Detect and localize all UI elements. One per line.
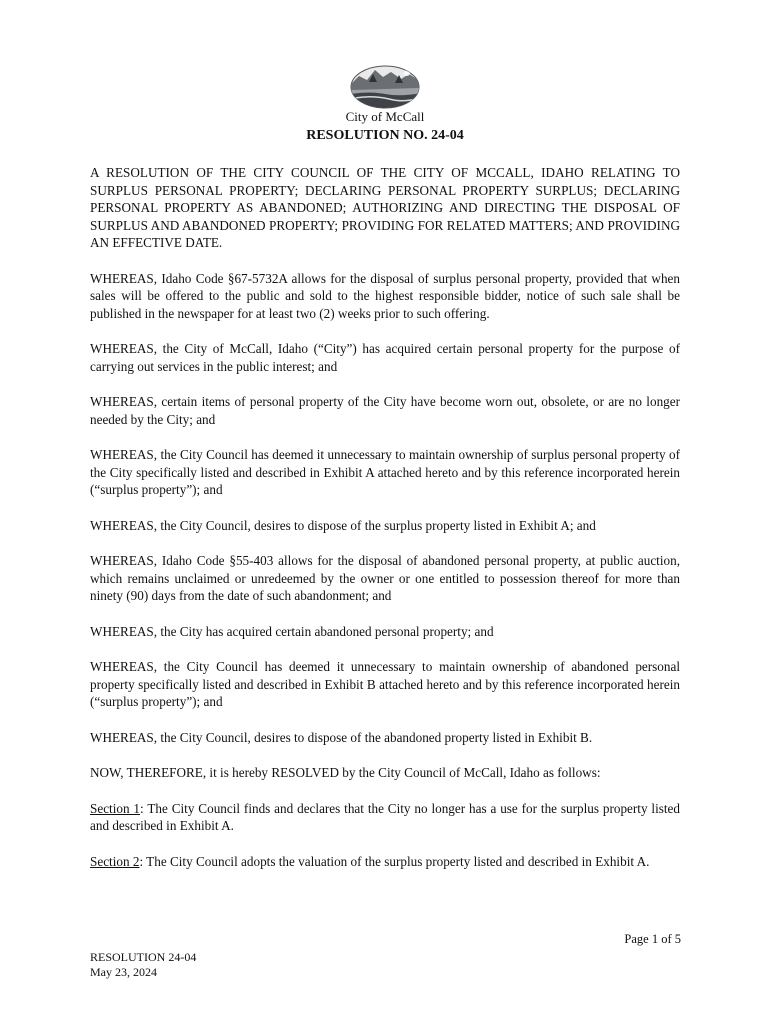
section-text: : The City Council finds and declares that the City no longer has a use for the surplus property listed and described in Exhibit A.: [90, 800, 680, 833]
page-number: Page 1 of 5: [624, 932, 681, 946]
section-paragraph: [90, 800, 680, 835]
footer-info: [90, 950, 196, 980]
footer-date: May 23, 2024: [90, 965, 157, 979]
preamble-paragraph: A RESOLUTION OF THE CITY COUNCIL OF THE CITY OF MCCALL, IDAHO RELATING TO SURPLUS PERSONAL PROPERTY; DECLARING PERSONAL PROPERTY SURPLUS; DECLARING PERSONAL PROPERTY AS ABANDONED; AUTHORIZING AND DIRECTING THE DISPOSAL OF SURPLUS AND ABANDONED PROPERTY; PROVIDING FOR RELATED MATTERS; AND PROVIDING AN EFFECTIVE DATE.: [90, 165, 680, 250]
city-logo-text: City of McCall: [345, 109, 425, 124]
section-text: : The City Council adopts the valuation of the surplus property listed and described in Exhibit A.: [139, 853, 650, 869]
whereas-paragraph: WHEREAS, certain items of personal property of the City have become worn out, obsolete, or are no longer needed by the City; and: [90, 394, 680, 427]
section-paragraph: [90, 853, 680, 871]
whereas-paragraph: WHEREAS, the City Council, desires to dispose of the abandoned property listed in Exhibit B.: [90, 729, 593, 745]
whereas-paragraph: WHEREAS, the City Council has deemed it unnecessary to maintain ownership of abandoned personal property specifically listed and described in Exhibit B attached hereto and by this reference incorporated herein (“surplus property”); and: [90, 659, 680, 709]
now-therefore-paragraph: NOW, THEREFORE, it is hereby RESOLVED by the City Council of McCall, Idaho as follows:: [90, 765, 601, 780]
city-logo: [330, 64, 440, 125]
section-heading: Section 1: [90, 800, 141, 816]
whereas-paragraph: WHEREAS, Idaho Code §55-403 allows for the disposal of abandoned personal property, at public auction, which remains unclaimed or unredeemed by the owner or one entitled to possession thereof for more than ninety (90) days from the date of such abandonment; and: [90, 553, 680, 603]
whereas-paragraph: WHEREAS, the City Council, desires to dispose of the surplus property listed in Exhibit A; and: [90, 517, 596, 533]
whereas-paragraph: WHEREAS, the City has acquired certain abandoned personal property; and: [90, 623, 494, 639]
whereas-paragraph: WHEREAS, Idaho Code §67-5732A allows for the disposal of surplus personal property, provided that when sales will be offered to the public and sold to the highest responsible bidder, notice of such sale shall be published in the newspaper for at least two (2) weeks prior to such offering.: [90, 270, 680, 321]
section-heading: Section 2: [90, 853, 140, 869]
resolution-body: [90, 164, 680, 870]
city-seal-icon: [349, 64, 421, 110]
whereas-paragraph: WHEREAS, the City Council has deemed it unnecessary to maintain ownership of surplus personal property of the City specifically listed and described in Exhibit A attached hereto and by this reference incorporated herein (“surplus property”); and: [90, 447, 680, 497]
footer-doc-name: RESOLUTION 24-04: [90, 950, 197, 964]
whereas-paragraph: WHEREAS, the City of McCall, Idaho (“City”) has acquired certain personal property for the purpose of carrying out services in the public interest; and: [90, 341, 680, 374]
resolution-title: RESOLUTION NO. 24-04: [306, 128, 464, 143]
